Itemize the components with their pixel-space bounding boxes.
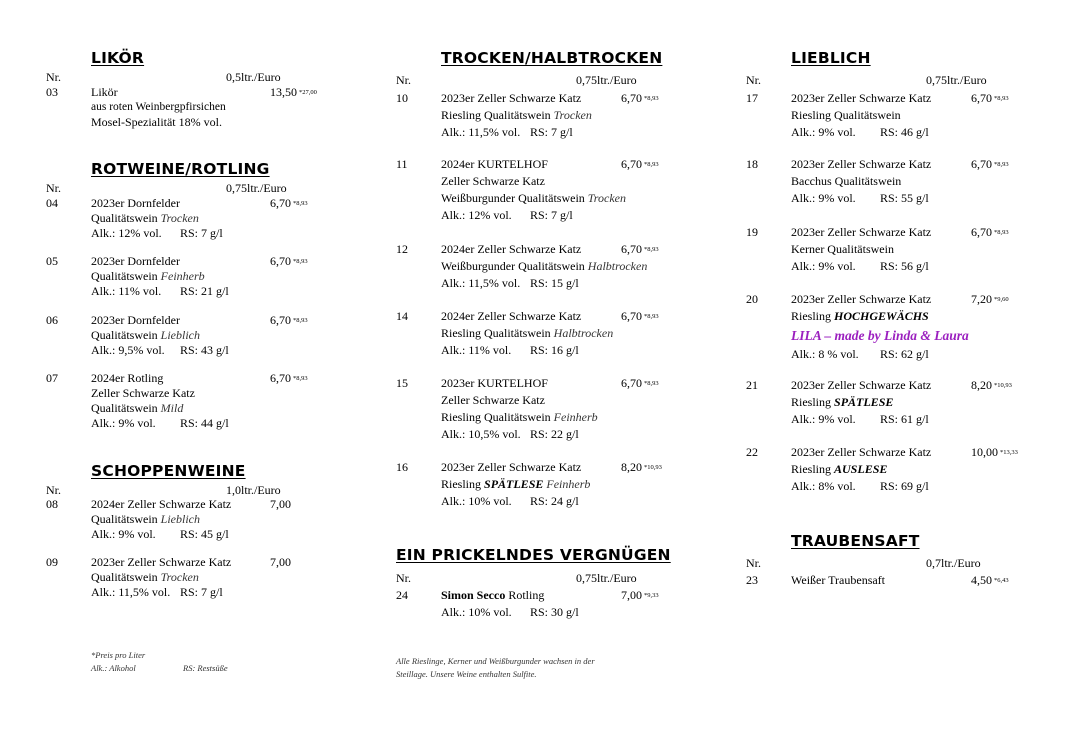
item-predicate: HOCHGEWÄCHS xyxy=(834,309,929,323)
item-price: 4,50 $^{*6,43}$ xyxy=(971,573,1009,587)
item-alcohol: Alk.: 9,5% vol. xyxy=(91,343,165,357)
item-residual-sugar: RS: 69 g/l xyxy=(880,479,929,493)
price-per-liter: *8,93 xyxy=(644,313,659,320)
item-quality: Weißburgunder Qualitätswein Halbtrocken xyxy=(441,259,648,273)
item-quality: Qualitätswein Feinherb xyxy=(91,269,205,283)
footnote-sulfite: Steillage. Unsere Weine enthalten Sulfite. xyxy=(396,669,537,679)
item-alcohol: Alk.: 12% vol. xyxy=(441,208,512,222)
footnote-alk: Alk.: Alkohol xyxy=(91,663,136,673)
item-subname: Zeller Schwarze Katz xyxy=(441,174,545,188)
unit-header: 0,7ltr./Euro xyxy=(926,556,981,570)
item-quality: Qualitätswein Trocken xyxy=(91,211,199,225)
item-name: 2023er Dornfelder xyxy=(91,196,180,210)
item-description: Mosel-Spezialität 18% vol. xyxy=(91,115,222,129)
item-alcohol: Alk.: 9% vol. xyxy=(91,527,156,541)
item-taste: Trocken xyxy=(553,108,592,122)
price-per-liter: *8,93 xyxy=(994,161,1009,168)
item-quality: Riesling HOCHGEWÄCHS xyxy=(791,309,929,323)
item-number: 24 xyxy=(396,588,408,602)
item-name: 2023er Zeller Schwarze Katz xyxy=(441,460,582,474)
item-alcohol: Alk.: 9% vol. xyxy=(791,191,856,205)
item-price: 6,70 $^{*8,93}$ xyxy=(270,371,308,385)
nr-header: Nr. xyxy=(396,571,411,585)
item-quality: Riesling Qualitätswein Halbtrocken xyxy=(441,326,614,340)
section-title-prickelnd: EIN PRICKELNDES VERGNÜGEN xyxy=(396,546,671,564)
footnote-rs: RS: Restsüße xyxy=(183,663,228,673)
item-residual-sugar: RS: 16 g/l xyxy=(530,343,579,357)
price-per-liter: *8,93 xyxy=(644,161,659,168)
nr-header: Nr. xyxy=(46,70,61,84)
item-name: Simon Secco Rotling xyxy=(441,588,545,602)
price-per-liter: *8,93 xyxy=(293,258,308,265)
item-residual-sugar: RS: 21 g/l xyxy=(180,284,229,298)
footnote-price-per-liter: *Preis pro Liter xyxy=(91,650,146,660)
price-per-liter: *8,93 xyxy=(644,246,659,253)
item-number: 12 xyxy=(396,242,408,256)
item-number: 08 xyxy=(46,497,58,511)
item-name: Likör xyxy=(91,85,118,99)
item-residual-sugar: RS: 45 g/l xyxy=(180,527,229,541)
price-per-liter: *10,93 xyxy=(994,382,1012,389)
item-name: 2023er Zeller Schwarze Katz xyxy=(441,91,582,105)
item-number: 14 xyxy=(396,309,408,323)
item-residual-sugar: RS: 22 g/l xyxy=(530,427,579,441)
item-alcohol: Alk.: 11,5% vol. xyxy=(441,125,521,139)
item-alcohol: Alk.: 10% vol. xyxy=(441,494,512,508)
item-residual-sugar: RS: 43 g/l xyxy=(180,343,229,357)
item-taste: Lieblich xyxy=(160,512,200,526)
item-residual-sugar: RS: 44 g/l xyxy=(180,416,229,430)
item-taste: Feinherb xyxy=(160,269,205,283)
item-number: 11 xyxy=(396,157,408,171)
item-subname: Zeller Schwarze Katz xyxy=(91,386,195,400)
section-title-traubensaft: TRAUBENSAFT xyxy=(791,532,920,550)
item-number: 15 xyxy=(396,376,408,390)
item-name: 2023er KURTELHOF xyxy=(441,376,548,390)
item-residual-sugar: RS: 62 g/l xyxy=(880,347,929,361)
price-per-liter: *8,93 xyxy=(994,229,1009,236)
item-number: 09 xyxy=(46,555,58,569)
item-number: 23 xyxy=(746,573,758,587)
price-per-liter: *8,93 xyxy=(293,317,308,324)
price-per-liter: *8,93 xyxy=(644,95,659,102)
price-per-liter: *8,93 xyxy=(994,95,1009,102)
item-quality: Riesling SPÄTLESE Feinherb xyxy=(441,477,591,491)
item-name: 2023er Zeller Schwarze Katz xyxy=(91,555,232,569)
item-price: 6,70 $^{*8,93}$ xyxy=(971,91,1009,105)
item-quality: Bacchus Qualitätswein xyxy=(791,174,902,188)
item-number: 07 xyxy=(46,371,58,385)
item-taste: Feinherb xyxy=(546,477,591,491)
item-price: 8,20 $^{*10,93}$ xyxy=(971,378,1012,392)
section-title-lieblich: LIEBLICH xyxy=(791,49,871,67)
item-price: 6,70 $^{*8,93}$ xyxy=(621,242,659,256)
item-number: 03 xyxy=(46,85,58,99)
item-quality: Qualitätswein Lieblich xyxy=(91,512,200,526)
item-taste: Halbtrocken xyxy=(587,259,648,273)
item-price: 6,70 $^{*8,93}$ xyxy=(971,157,1009,171)
item-alcohol: Alk.: 9% vol. xyxy=(91,416,156,430)
item-price: 6,70 $^{*8,93}$ xyxy=(270,254,308,268)
item-quality: Weißburgunder Qualitätswein Trocken xyxy=(441,191,626,205)
item-name: 2023er Dornfelder xyxy=(91,254,180,268)
item-taste: Trocken xyxy=(587,191,626,205)
item-name: 2024er Zeller Schwarze Katz xyxy=(91,497,232,511)
nr-header: Nr. xyxy=(46,483,61,497)
section-title-schoppenweine: SCHOPPENWEINE xyxy=(91,462,246,480)
item-name: 2024er KURTELHOF xyxy=(441,157,548,171)
item-quality: Qualitätswein Trocken xyxy=(91,570,199,584)
item-number: 04 xyxy=(46,196,58,210)
item-number: 22 xyxy=(746,445,758,459)
item-number: 05 xyxy=(46,254,58,268)
item-quality: Riesling Qualitätswein Trocken xyxy=(441,108,592,122)
nr-header: Nr. xyxy=(746,556,761,570)
item-residual-sugar: RS: 46 g/l xyxy=(880,125,929,139)
item-lila-tagline: LILA – made by Linda & Laura xyxy=(791,328,969,343)
item-price: 13,50 $^{*27,00}$ xyxy=(270,85,317,99)
item-quality: Riesling AUSLESE xyxy=(791,462,888,476)
item-number: 16 xyxy=(396,460,408,474)
item-alcohol: Alk.: 9% vol. xyxy=(791,412,856,426)
item-taste: Halbtrocken xyxy=(553,326,614,340)
item-alcohol: Alk.: 11,5% vol. xyxy=(441,276,521,290)
item-description: aus roten Weinbergpfirsichen xyxy=(91,101,226,113)
item-name: 2024er Rotling xyxy=(91,371,164,385)
item-name: 2023er Dornfelder xyxy=(91,313,180,327)
item-number: 21 xyxy=(746,378,758,392)
item-alcohol: Alk.: 8 % vol. xyxy=(791,347,859,361)
unit-header: 0,75ltr./Euro xyxy=(576,571,637,585)
item-alcohol: Alk.: 11% vol. xyxy=(441,343,512,357)
item-name: 2024er Zeller Schwarze Katz xyxy=(441,242,582,256)
unit-header: 0,75ltr./Euro xyxy=(226,181,287,195)
item-number: 06 xyxy=(46,313,58,327)
item-alcohol: Alk.: 8% vol. xyxy=(791,479,856,493)
footnote-steillage: Alle Rieslinge, Kerner und Weißburgunder wachsen in der xyxy=(396,656,595,666)
item-price: 7,00 xyxy=(270,555,291,569)
price-per-liter: *13,33 xyxy=(1000,449,1018,456)
item-price: 6,70 $^{*8,93}$ xyxy=(621,91,659,105)
item-predicate: SPÄTLESE xyxy=(484,477,544,491)
price-per-liter: *27,00 xyxy=(299,89,317,96)
price-per-liter: *9,60 xyxy=(994,296,1009,303)
price-per-liter: *6,43 xyxy=(994,577,1009,584)
item-name: 2023er Zeller Schwarze Katz xyxy=(791,378,932,392)
nr-header: Nr. xyxy=(746,73,761,87)
item-taste: Feinherb xyxy=(553,410,598,424)
item-residual-sugar: RS: 7 g/l xyxy=(180,585,223,599)
item-taste: Trocken xyxy=(160,211,199,225)
unit-header: 0,5ltr./Euro xyxy=(226,70,281,84)
item-quality: Qualitätswein Lieblich xyxy=(91,328,200,342)
item-taste: Mild xyxy=(160,401,184,415)
item-quality: Riesling Qualitätswein xyxy=(791,108,901,122)
item-name: 2023er Zeller Schwarze Katz xyxy=(791,445,932,459)
unit-header: 0,75ltr./Euro xyxy=(576,73,637,87)
item-residual-sugar: RS: 7 g/l xyxy=(530,125,573,139)
section-title-trocken: TROCKEN/HALBTROCKEN xyxy=(441,49,663,67)
item-alcohol: Alk.: 11,5% vol. xyxy=(91,585,171,599)
item-name: Weißer Traubensaft xyxy=(791,573,886,587)
item-price: 6,70 $^{*8,93}$ xyxy=(621,157,659,171)
item-taste: Trocken xyxy=(160,570,199,584)
item-price: 10,00 $^{*13,33}$ xyxy=(971,445,1018,459)
item-residual-sugar: RS: 56 g/l xyxy=(880,259,929,273)
section-title-rotweine: ROTWEINE/ROTLING xyxy=(91,160,270,178)
item-price: 6,70 $^{*8,93}$ xyxy=(270,196,308,210)
item-residual-sugar: RS: 15 g/l xyxy=(530,276,579,290)
item-name: 2023er Zeller Schwarze Katz xyxy=(791,91,932,105)
nr-header: Nr. xyxy=(46,181,61,195)
item-name: 2023er Zeller Schwarze Katz xyxy=(791,225,932,239)
item-number: 17 xyxy=(746,91,758,105)
item-price: 8,20 $^{*10,93}$ xyxy=(621,460,662,474)
item-predicate: AUSLESE xyxy=(834,462,888,476)
price-per-liter: *9,33 xyxy=(644,592,659,599)
item-taste: Lieblich xyxy=(160,328,200,342)
item-alcohol: Alk.: 12% vol. xyxy=(91,226,162,240)
item-price: 6,70 $^{*8,93}$ xyxy=(621,309,659,323)
item-residual-sugar: RS: 61 g/l xyxy=(880,412,929,426)
item-quality: Qualitätswein Mild xyxy=(91,401,184,415)
item-name: 2023er Zeller Schwarze Katz xyxy=(791,157,932,171)
item-name: 2024er Zeller Schwarze Katz xyxy=(441,309,582,323)
item-price: 7,00 xyxy=(270,497,291,511)
item-price: 7,20 $^{*9,60}$ xyxy=(971,292,1009,306)
price-per-liter: *8,93 xyxy=(293,200,308,207)
item-alcohol: Alk.: 11% vol. xyxy=(91,284,162,298)
item-residual-sugar: RS: 55 g/l xyxy=(880,191,929,205)
item-price: 6,70 $^{*8,93}$ xyxy=(270,313,308,327)
item-name: 2023er Zeller Schwarze Katz xyxy=(791,292,932,306)
price-per-liter: *8,93 xyxy=(293,375,308,382)
item-number: 10 xyxy=(396,91,408,105)
item-price: 7,00 $^{*9,33}$ xyxy=(621,588,659,602)
item-number: 19 xyxy=(746,225,758,239)
item-subname: Zeller Schwarze Katz xyxy=(441,393,545,407)
item-number: 18 xyxy=(746,157,758,171)
unit-header: 0,75ltr./Euro xyxy=(926,73,987,87)
item-residual-sugar: RS: 24 g/l xyxy=(530,494,579,508)
nr-header: Nr. xyxy=(396,73,411,87)
item-quality: Kerner Qualitätswein xyxy=(791,242,894,256)
item-alcohol: Alk.: 9% vol. xyxy=(791,125,856,139)
item-residual-sugar: RS: 7 g/l xyxy=(180,226,223,240)
item-residual-sugar: RS: 7 g/l xyxy=(530,208,573,222)
section-title-likoer: LIKÖR xyxy=(91,49,145,67)
item-number: 20 xyxy=(746,292,758,306)
item-alcohol: Alk.: 10,5% vol. xyxy=(441,427,521,441)
unit-header: 1,0ltr./Euro xyxy=(226,483,281,497)
item-alcohol: Alk.: 9% vol. xyxy=(791,259,856,273)
item-price: 6,70 $^{*8,93}$ xyxy=(971,225,1009,239)
item-predicate: SPÄTLESE xyxy=(834,395,894,409)
item-alcohol: Alk.: 10% vol. xyxy=(441,605,512,619)
price-per-liter: *10,93 xyxy=(644,464,662,471)
item-quality: Riesling SPÄTLESE xyxy=(791,395,894,409)
item-quality: Riesling Qualitätswein Feinherb xyxy=(441,410,598,424)
item-residual-sugar: RS: 30 g/l xyxy=(530,605,579,619)
price-per-liter: *8,93 xyxy=(644,380,659,387)
item-price: 6,70 $^{*8,93}$ xyxy=(621,376,659,390)
